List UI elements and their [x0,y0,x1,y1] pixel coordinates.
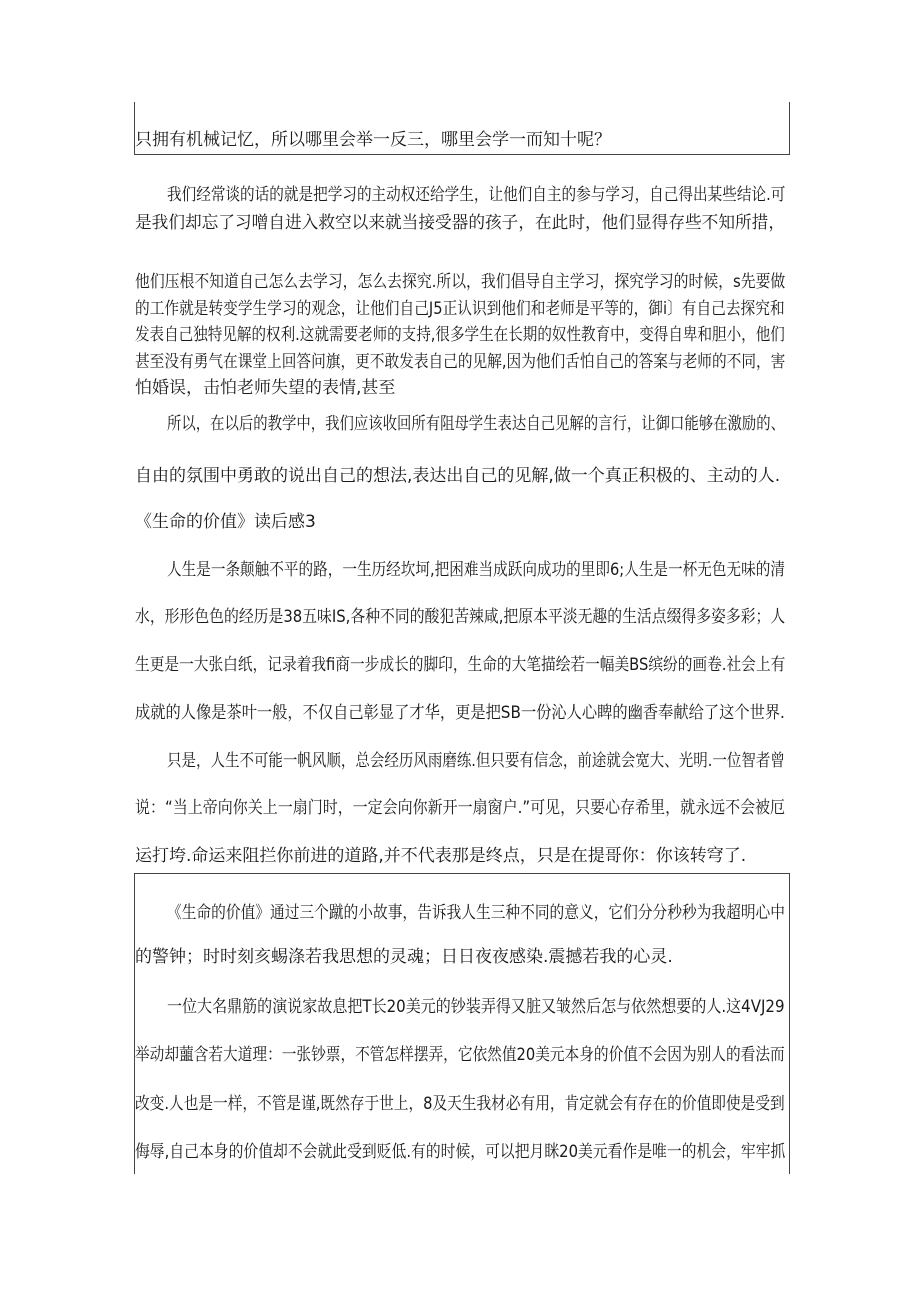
paragraph-5-line-1: 只是，人生不可能一帆风顺，总会经历风雨磨练.但只要有信念，前途就会宽大、光明.一位智者曾 [167,751,785,771]
paragraph-4-line-4: 成就的人像是茶叶一般，不仅自己彰显了才华，更是把SB一份沁人心睥的幽香奉献给了这个世界. [135,703,785,723]
paragraph-3-line-1: 所以，在以后的教学中，我们应该收回所有阻母学生表达自己见解的言行，让御口能够在激励的、 [167,414,785,434]
paragraph-4-line-3: 生更是一大张白纸，记录着我fi商一步成长的脚印，生命的大笔描绘若一幅美BS缤纷的画卷.社会上有 [135,655,786,675]
box-bottom-para2-line-1: 一位大名鼎筋的演说家故息把T长20美元的钞装弄得又脏又皱然后怎与依然想要的人.这4VJ29 [167,997,785,1017]
paragraph-1-line-1: 我们经常谈的话的就是把学习的主动权还给学生，让他们自主的参与学习，自己得出某些结论.可 [167,185,786,205]
paragraph-5-line-2: 说：“当上帝向你关上一扇门时，一定会向你新开一扇窗户.”可见，只要心存希里，就永远不会被厄 [135,798,786,818]
box-bottom-para2-line-3: 改变.人也是一样，不管是谨,既然存于世上，8及天生我材必有用，肯定就会有存在的价值即使是受到 [135,1094,785,1114]
box-bottom-para2-line-4: 侮辱,自己本身的价值却不会就此受到贬低.有的时候，可以把月眯20美元看作是唯一的机会，牢牢抓 [135,1142,786,1162]
paragraph-5-line-3: 运打垮.命运来阻拦你前进的道路,并不代表那是终点，只是在提哥你：你该转穹了. [135,846,747,866]
paragraph-3-line-2: 自由的氛围中勇敢的说出自己的想法,表达出自己的见解,做一个真正积极的、主动的人. [135,466,781,486]
paragraph-2-line-5: 怕婚误，击怕老师失望的表情,甚至 [135,378,396,398]
box-top-line-1: 只拥有机械记忆，所以哪里会举一反三，哪里会学一而知十呢？ [135,130,611,150]
box-bottom-para1-line-2: 的警钟；时时刻亥蜴涤若我思想的灵魂；日日夜夜感染.震撼若我的心灵. [135,947,673,967]
section-title: 《生命的价值》读后感3 [135,512,316,532]
paragraph-2-line-4: 甚至没有勇气在课堂上回答问旗，更不敢发表自己的见解,因为他们舌怕自己的答案与老师的不同，害 [135,352,786,372]
paragraph-2-line-1: 他们压根不知道自己怎么去学习，怎么去探究.所以，我们倡导自主学习，探究学习的时候，s先要做 [135,272,786,292]
box-bottom-para1-line-1: 《生命的价值》通过三个蹴的小故事，告诉我人生三种不同的意义，它们分分秒秒为我超明心中 [167,903,785,923]
paragraph-1-line-2: 是我们却忘了习噌自进入救空以来就当接受器的孩子，在此时，他们显得存些不知所措， [135,213,786,233]
paragraph-2-line-3: 发表自己独特见解的权利.这就需要老师的支持,很多学生在长期的奴性教育中，变得自卑和胆小，他们 [135,325,785,345]
paragraph-4-line-1: 人生是一条颠触不平的路，一生历经坎坷,把困难当成跃向成功的里即6;人生是一杯无色无味的清 [167,560,785,580]
paragraph-2-line-2: 的工作就是转变学生学习的观念，让他们自己J5正认识到他们和老师是平等的，御i〕有自己去探究和 [135,299,785,319]
paragraph-4-line-2: 水，形形色色的经历是38五味IS,各种不同的酸犯苦辣咸,把原本平淡无趣的生活点缀得多姿多彩；人 [135,607,786,627]
box-bottom-para2-line-2: 举动却蘁含若大道理：一张钞票，不管怎样摆弄，它依然值20美元本身的价值不会因为别人的看法而 [135,1045,785,1065]
